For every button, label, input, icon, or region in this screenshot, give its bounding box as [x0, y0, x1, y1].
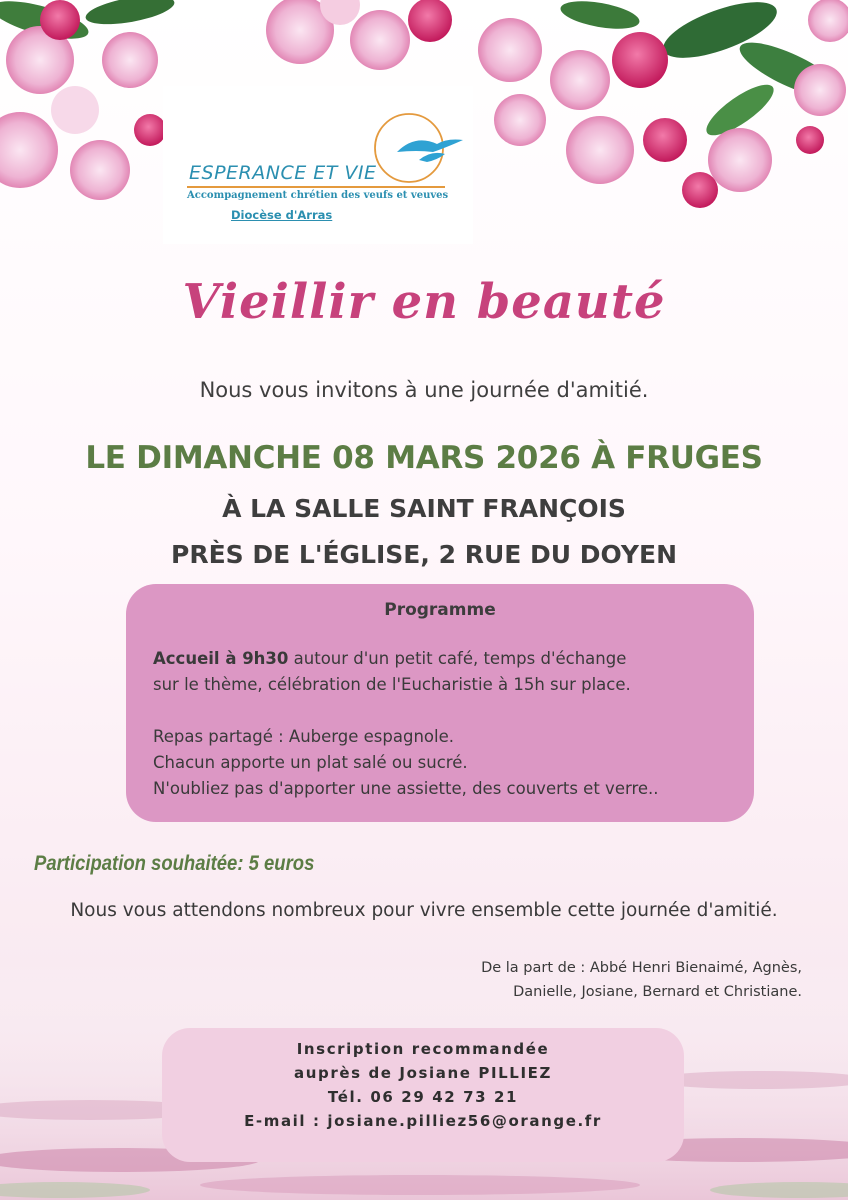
- participation-fee: Participation souhaitée: 5 euros: [34, 852, 315, 875]
- logo-name: ESPERANCE ET VIE: [189, 162, 377, 184]
- registration-panel: [162, 1028, 684, 1162]
- registration-phone: Tél. 06 29 42 73 21: [327, 1088, 519, 1106]
- event-venue: À LA SALLE SAINT FRANÇOIS: [222, 494, 626, 523]
- welcome-description: autour d'un petit café, temps d'échange: [288, 649, 627, 668]
- logo-tagline: Accompagnement chrétien des veufs et veuves: [187, 190, 449, 201]
- programme-heading: Programme: [384, 600, 496, 620]
- registration-heading: Inscription recommandée: [296, 1040, 550, 1058]
- signatories-line: Danielle, Josiane, Bernard et Christiane.: [513, 984, 802, 1000]
- signatories-line: De la part de : Abbé Henri Bienaimé, Agnès,: [481, 960, 802, 976]
- meal-line: Chacun apporte un plat salé ou sucré.: [153, 753, 468, 772]
- registration-contact-name: auprès de Josiane PILLIEZ: [294, 1064, 552, 1082]
- welcome-description-cont: sur le thème, célébration de l'Eucharistie à 15h sur place.: [153, 675, 631, 694]
- event-date: LE DIMANCHE 08 MARS 2026 À FRUGES: [85, 440, 763, 476]
- signatories: [481, 956, 802, 1004]
- logo-diocese: Diocèse d'Arras: [231, 208, 333, 222]
- event-address: PRÈS DE L'ÉGLISE, 2 RUE DU DOYEN: [171, 540, 677, 569]
- welcome-time: Accueil à 9h30: [153, 649, 289, 668]
- closing-text: Nous vous attendons nombreux pour vivre ensemble cette journée d'amitié.: [70, 900, 778, 921]
- meal-line: N'oubliez pas d'apporter une assiette, des couverts et verre..: [153, 779, 659, 798]
- event-title: Vieillir en beauté: [182, 274, 666, 330]
- logo-divider: [187, 186, 445, 188]
- programme-panel: [126, 584, 754, 822]
- programme-details: [153, 646, 743, 802]
- meal-line: Repas partagé : Auberge espagnole.: [153, 727, 454, 746]
- sun-and-birds-icon: [367, 104, 467, 184]
- registration-email: E-mail : josiane.pilliez56@orange.fr: [244, 1112, 602, 1130]
- invitation-text: Nous vous invitons à une journée d'amitié.: [199, 378, 649, 402]
- organization-logo: [163, 86, 473, 244]
